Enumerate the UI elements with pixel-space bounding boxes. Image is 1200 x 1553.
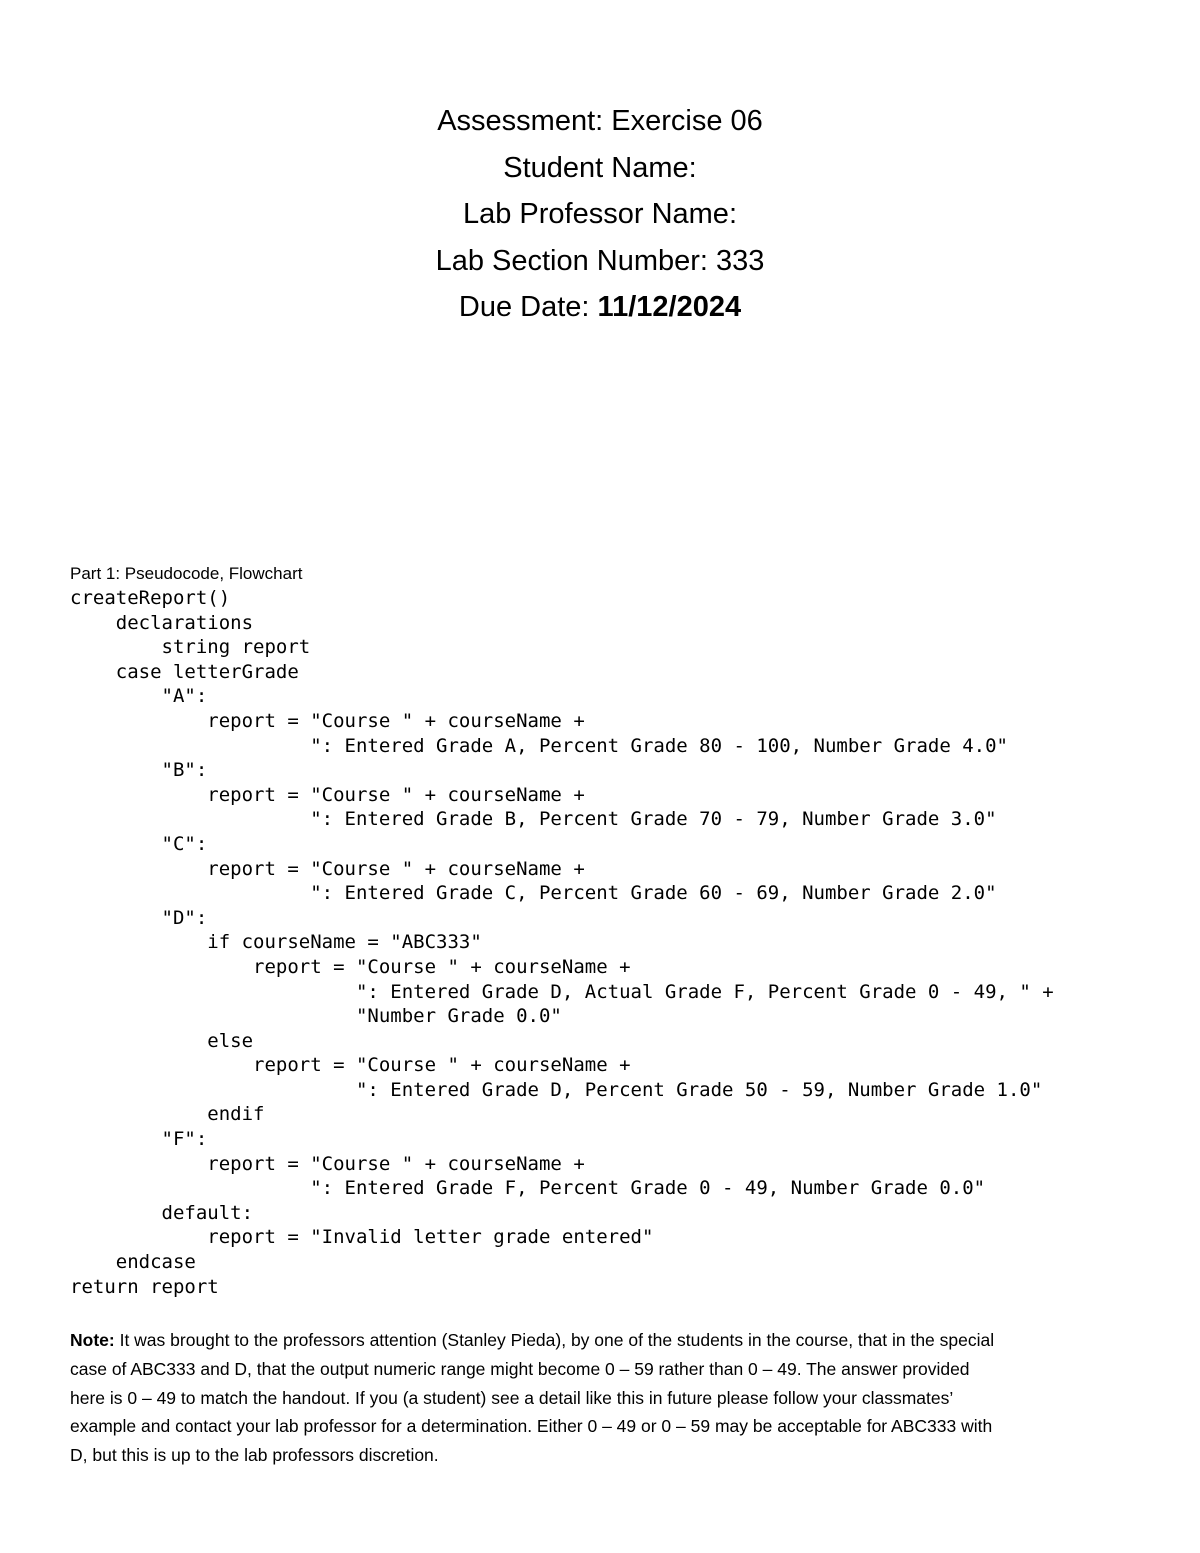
due-date (0, 284, 1200, 331)
note-line: D, but this is up to the lab professors discretion. (70, 1445, 439, 1466)
code-line: endif (70, 1103, 265, 1126)
code-line: default: (70, 1201, 254, 1224)
code-line: report = "Course " + courseName + (70, 1054, 631, 1077)
code-line: report = "Course " + courseName + (70, 955, 631, 978)
code-line: ": Entered Grade D, Percent Grade 50 - 59, Number Grade 1.0" (70, 1078, 1043, 1101)
code-line: ": Entered Grade D, Actual Grade F, Percent Grade 0 - 49, " + (70, 980, 1054, 1003)
note-line: here is 0 – 49 to match the handout. If you (a student) see a detail like this in future please follow your classmates’ (70, 1387, 954, 1408)
code-line: ": Entered Grade C, Percent Grade 60 - 69, Number Grade 2.0" (70, 882, 997, 905)
due-date-value: 11/12/2024 (597, 291, 742, 323)
code-line: ": Entered Grade A, Percent Grade 80 - 100, Number Grade 4.0" (70, 734, 1008, 757)
code-line: declarations (70, 611, 254, 634)
note-text: It was brought to the professors attention (Stanley Pieda), by one of the students in the course, that in the special (114, 1330, 995, 1350)
code-line: "D": (70, 906, 208, 929)
code-line: ": Entered Grade B, Percent Grade 70 - 79, Number Grade 3.0" (70, 808, 997, 831)
lab-section-label: Lab Section Number: 333 (435, 244, 765, 277)
code-line: else (70, 1029, 254, 1052)
code-line: string report (70, 636, 311, 659)
code-line: report = "Course " + courseName + (70, 1152, 585, 1175)
note-paragraph (70, 1326, 1132, 1470)
due-date-label: Due Date: (458, 291, 598, 323)
code-line: report = "Invalid letter grade entered" (70, 1226, 654, 1249)
student-name-label: Student Name: (503, 151, 697, 184)
pseudocode-block (70, 586, 1054, 1299)
code-line: ": Entered Grade F, Percent Grade 0 - 49, Number Grade 0.0" (70, 1177, 986, 1200)
code-line: "B": (70, 759, 208, 782)
code-line: "F": (70, 1128, 208, 1151)
assessment-title: Assessment: Exercise 06 (437, 105, 763, 137)
code-line: endcase (70, 1251, 196, 1274)
code-line: "C": (70, 832, 208, 855)
code-line: report = "Course " + courseName + (70, 783, 585, 806)
code-line: if courseName = "ABC333" (70, 931, 482, 954)
lab-professor-label: Lab Professor Name: (462, 198, 737, 230)
code-line: report = "Course " + courseName + (70, 709, 585, 732)
code-line: createReport() (70, 587, 231, 609)
note-line: case of ABC333 and D, that the output numeric range might become 0 – 59 rather than 0 – 49. The answer provided (70, 1358, 970, 1379)
note-line: example and contact your lab professor for a determination. Either 0 – 49 or 0 – 59 may be acceptable for ABC333 with (70, 1416, 993, 1437)
code-line: report = "Course " + courseName + (70, 857, 585, 880)
code-line: case letterGrade (70, 660, 299, 683)
code-line: "A": (70, 685, 208, 708)
note-label: Note: (70, 1330, 115, 1350)
document-header (0, 98, 1200, 331)
code-line: return report (70, 1275, 219, 1298)
note-line (70, 1326, 1132, 1355)
part1-heading: Part 1: Pseudocode, Flowchart (70, 564, 303, 583)
code-line: "Number Grade 0.0" (70, 1005, 562, 1028)
